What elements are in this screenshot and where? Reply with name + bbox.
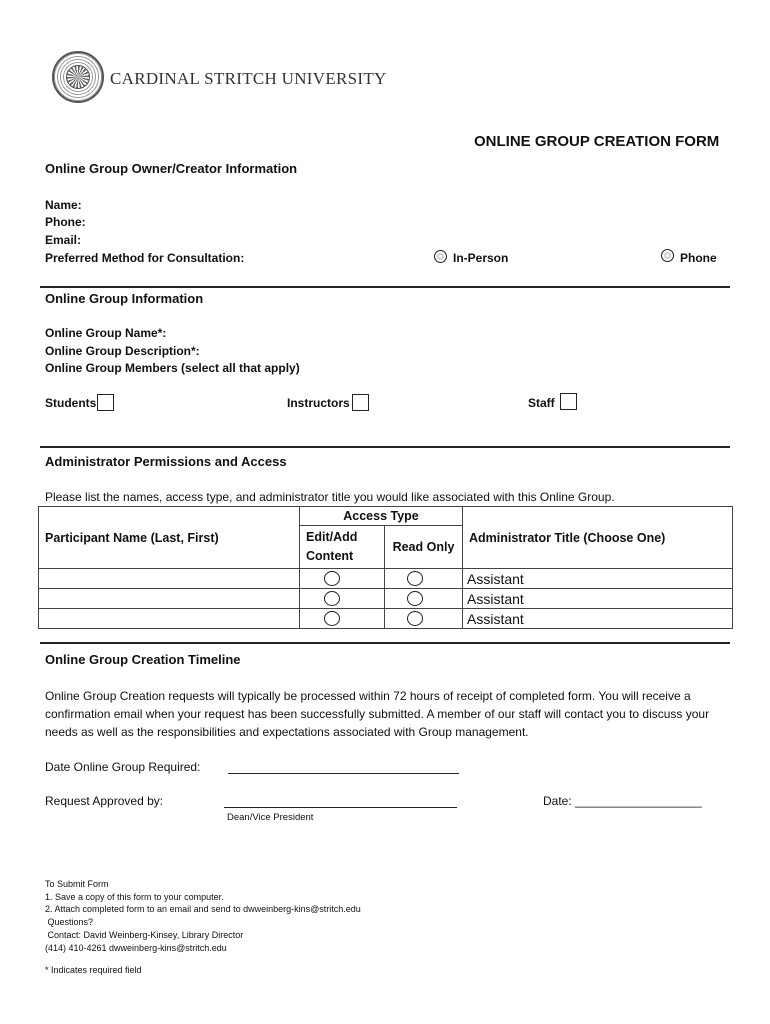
admin-section-heading: Administrator Permissions and Access <box>45 454 287 469</box>
students-label: Students <box>45 396 97 410</box>
section-divider <box>40 642 730 644</box>
read-only-radio[interactable] <box>407 571 423 586</box>
read-only-column-header: Read Only <box>385 526 463 569</box>
instructors-label: Instructors <box>287 396 350 410</box>
participant-name-cell[interactable] <box>39 609 300 629</box>
edit-add-column-header: Edit/Add Content <box>300 526 385 569</box>
staff-checkbox[interactable] <box>560 393 577 410</box>
phone-label: Phone: <box>45 215 86 229</box>
table-row <box>39 569 733 589</box>
staff-label: Staff <box>528 396 555 410</box>
in-person-label: In-Person <box>453 251 509 265</box>
submit-step-1: 1. Save a copy of this form to your computer. <box>45 891 224 902</box>
submission-instructions <box>45 878 361 954</box>
group-name-label: Online Group Name*: <box>45 326 167 340</box>
students-checkbox[interactable] <box>97 394 114 411</box>
edit-add-radio[interactable] <box>324 611 340 626</box>
name-label: Name: <box>45 198 82 212</box>
owner-section-heading: Online Group Owner/Creator Information <box>45 161 298 176</box>
admin-title-column-header: Administrator Title (Choose One) <box>463 507 733 569</box>
approver-signature-field[interactable] <box>224 807 457 808</box>
permissions-table <box>38 506 733 629</box>
read-only-radio[interactable] <box>407 591 423 606</box>
phone-option-label: Phone <box>680 251 717 265</box>
group-description-label: Online Group Description*: <box>45 344 200 358</box>
read-only-radio[interactable] <box>407 611 423 626</box>
edit-add-radio[interactable] <box>324 591 340 606</box>
table-row <box>39 589 733 609</box>
contact-name: Contact: David Weinberg-Kinsey, Library Director <box>45 929 244 940</box>
approval-date-field[interactable]: Date: ___________________ <box>543 794 702 808</box>
group-info-heading: Online Group Information <box>45 291 204 306</box>
edit-add-radio[interactable] <box>324 571 340 586</box>
required-field-note: * Indicates required field <box>45 965 142 975</box>
timeline-heading: Online Group Creation Timeline <box>45 652 241 667</box>
phone-radio[interactable] <box>661 249 674 262</box>
approved-by-label: Request Approved by: <box>45 794 164 808</box>
in-person-radio[interactable] <box>434 250 447 263</box>
participant-column-header: Participant Name (Last, First) <box>39 507 300 569</box>
submit-step-2: 2. Attach completed form to an email and send to dwweinberg-kins@stritch.edu <box>45 904 361 915</box>
university-name: CARDINAL STRITCH UNIVERSITY <box>110 69 387 88</box>
instructors-checkbox[interactable] <box>352 394 369 411</box>
submit-heading: To Submit Form <box>45 879 109 889</box>
questions-label: Questions? <box>45 917 94 928</box>
participant-name-cell[interactable] <box>39 589 300 609</box>
timeline-paragraph: Online Group Creation requests will typically be processed within 72 hours of receipt of completed form. You will receive a confirmation email when your request has been successfully submitted. A member of our staff will contact you to discuss your needs as well as the responsibilities and expectations associated with Group management. <box>45 689 710 739</box>
table-row <box>39 609 733 629</box>
participant-name-cell[interactable] <box>39 569 300 589</box>
section-divider <box>40 446 730 448</box>
date-required-field[interactable] <box>228 773 459 774</box>
consultation-label: Preferred Method for Consultation: <box>45 251 245 265</box>
email-label: Email: <box>45 233 82 247</box>
date-required-label: Date Online Group Required: <box>45 760 201 774</box>
group-members-label: Online Group Members (select all that apply) <box>45 361 300 375</box>
form-title: ONLINE GROUP CREATION FORM <box>474 133 720 150</box>
approver-caption: Dean/Vice President <box>227 812 314 823</box>
university-seal-logo <box>52 51 104 103</box>
admin-title-dropdown[interactable]: Assistant <box>463 609 733 629</box>
contact-phone-email: (414) 410-4261 dwweinberg-kins@stritch.edu <box>45 942 227 953</box>
admin-title-dropdown[interactable]: Assistant <box>463 569 733 589</box>
admin-title-dropdown[interactable]: Assistant <box>463 589 733 609</box>
access-type-header: Access Type <box>300 507 463 526</box>
admin-instructions: Please list the names, access type, and administrator title you would like associated with this Online Group. <box>45 490 615 504</box>
section-divider <box>40 286 730 288</box>
